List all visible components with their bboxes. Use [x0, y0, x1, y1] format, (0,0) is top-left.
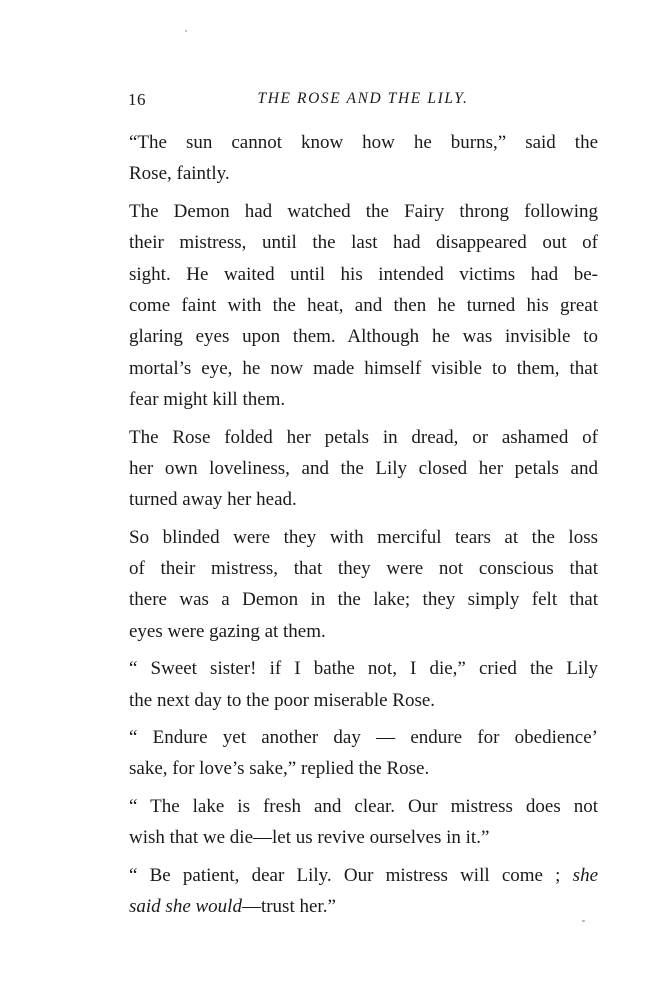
italic-text-run: said she would: [129, 895, 242, 917]
text-line: come faint with the heat, and then he turned his great: [129, 294, 598, 316]
text-run: “ Be patient, dear Lily. Our mistress will come ;: [129, 864, 573, 886]
text-line: there was a Demon in the lake; they simply felt that: [129, 589, 598, 611]
text-line: “The sun cannot know how he burns,” said the: [129, 132, 598, 153]
paragraph: [129, 127, 598, 190]
paper-speck: [582, 920, 585, 922]
text-line: Rose, faintly.: [129, 163, 230, 185]
text-line: sight. He waited until his intended victims had be-: [129, 263, 598, 285]
text-line: sake, for love’s sake,” replied the Rose.: [129, 758, 430, 780]
text-line: turned away her head.: [129, 489, 297, 511]
paragraph: [129, 860, 598, 923]
paragraph: [129, 422, 598, 516]
running-title: THE ROSE AND THE LILY.: [257, 90, 469, 107]
text-run: —trust her.”: [241, 895, 336, 917]
running-head: [128, 90, 598, 112]
text-line: eyes were gazing at them.: [129, 620, 326, 642]
paragraph: [129, 653, 598, 716]
paragraph: [129, 791, 598, 854]
paper-speck: [185, 30, 187, 32]
text-line: their mistress, until the last had disappeared out of: [129, 232, 598, 254]
text-line: mortal’s eye, he now made himself visible to them, that: [129, 357, 598, 379]
text-line: of their mistress, that they were not conscious that: [129, 558, 598, 580]
text-line: glaring eyes upon them. Although he was invisible to: [129, 326, 598, 348]
text-line: wish that we die—let us revive ourselves in it.”: [129, 827, 490, 849]
text-line: [129, 860, 598, 891]
page-number: 16: [128, 90, 146, 109]
text-line: “ The lake is fresh and clear. Our mistress does not: [129, 795, 598, 817]
text-line: the next day to the poor miserable Rose.: [129, 689, 436, 711]
text-line: So blinded were they with merciful tears at the loss: [129, 526, 598, 548]
body-text: [129, 127, 598, 928]
text-line: “ Endure yet another day — endure for obedience’: [129, 727, 598, 749]
italic-text-run: she: [572, 864, 598, 886]
text-line: “ Sweet sister! if I bathe not, I die,” cried the Lily: [129, 658, 598, 680]
paragraph: [129, 722, 598, 785]
paragraph: [129, 196, 598, 416]
text-line: The Demon had watched the Fairy throng following: [129, 200, 598, 222]
text-line: The Rose folded her petals in dread, or ashamed of: [129, 426, 598, 448]
text-line: fear might kill them.: [129, 389, 286, 411]
paragraph: [129, 522, 598, 648]
text-line: [129, 891, 598, 922]
text-line: her own loveliness, and the Lily closed her petals and: [129, 457, 598, 479]
